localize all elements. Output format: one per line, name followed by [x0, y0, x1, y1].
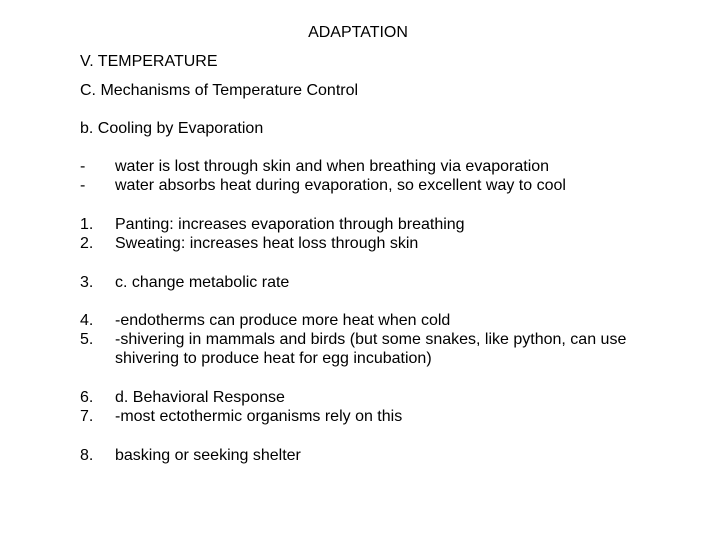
list-text: water is lost through skin and when breathing via evaporation: [115, 158, 550, 175]
list-marker: 6.: [80, 389, 94, 406]
topic-heading: b. Cooling by Evaporation: [80, 120, 264, 137]
list-text: -most ectothermic organisms rely on this: [115, 408, 403, 425]
list-marker: 1.: [80, 216, 94, 233]
list-text: -shivering in mammals and birds (but some snakes, like python, can use shivering to produce heat for egg incubation): [115, 331, 627, 367]
page-title: ADAPTATION: [308, 24, 408, 41]
list-text: d. Behavioral Response: [115, 389, 285, 406]
list-marker: 5.: [80, 331, 94, 348]
list-text: water absorbs heat during evaporation, so excellent way to cool: [115, 177, 566, 194]
list-marker: -: [80, 177, 86, 194]
list-marker: 4.: [80, 312, 94, 329]
list-marker: 2.: [80, 235, 94, 252]
section-heading: V. TEMPERATURE: [80, 53, 218, 70]
list-marker: 8.: [80, 447, 94, 464]
list-text: basking or seeking shelter: [115, 447, 301, 464]
subsection-heading: C. Mechanisms of Temperature Control: [80, 82, 359, 99]
list-text: -endotherms can produce more heat when cold: [115, 312, 451, 329]
list-text: Panting: increases evaporation through breathing: [115, 216, 465, 233]
list-text: c. change metabolic rate: [115, 274, 290, 291]
list-text: Sweating: increases heat loss through skin: [115, 235, 419, 252]
list-marker: 7.: [80, 408, 94, 425]
list-marker: 3.: [80, 274, 94, 291]
list-marker: -: [80, 158, 86, 175]
